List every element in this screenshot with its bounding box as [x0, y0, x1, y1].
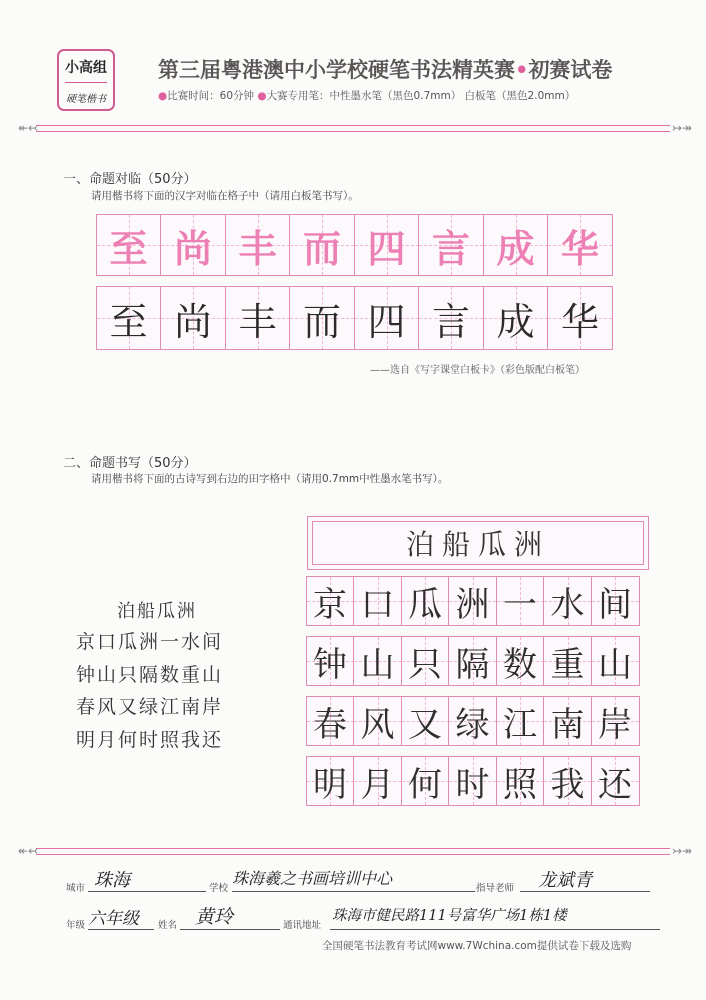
cell-character: 华	[560, 299, 599, 344]
cell-character: 一	[503, 584, 537, 625]
cell-character: 又	[408, 704, 442, 745]
tianzige-cell	[448, 756, 497, 806]
cell-character: 数	[503, 644, 537, 685]
cell-character: 京	[313, 584, 347, 625]
title-suffix: 初赛试卷	[528, 58, 613, 82]
page-title	[158, 54, 612, 84]
section1-instruction: 请用楷书将下面的汉字对临在格子中（请用白板笔书写）。	[91, 190, 359, 202]
cell-character: 月	[360, 764, 395, 805]
tianzige-cell	[354, 214, 420, 276]
poem-grid-row	[307, 696, 640, 746]
header-divider-band	[36, 125, 670, 132]
tianzige-cell	[483, 286, 549, 350]
address-label: 通讯地址	[283, 920, 322, 931]
poem-grid-row	[307, 576, 640, 626]
tianzige-cell	[418, 286, 484, 350]
tianzige-cell	[543, 756, 592, 806]
written-char-grid	[97, 286, 613, 350]
cell-character: 言	[431, 225, 470, 271]
school-value: 珠海羲之书画培训中心	[232, 869, 393, 888]
name-value: 黄玲	[195, 906, 234, 928]
tianzige-cell	[306, 696, 355, 746]
city-underline	[88, 891, 206, 892]
footer-text: 全国硬笔书法教育考试网www.7Wchina.com提供试卷下载及选购	[322, 940, 632, 952]
cell-character: 而	[302, 225, 341, 271]
cell-character: 春	[313, 704, 347, 745]
cell-character: 照	[503, 764, 537, 805]
bullet-icon: ●	[158, 90, 168, 102]
title-main: 第三届粤港澳中小学校硬笔书法精英赛	[158, 58, 515, 82]
cell-character: 我	[550, 764, 585, 805]
tianzige-cell	[496, 636, 545, 686]
poem-line: 春风又绿江南岸	[76, 696, 224, 718]
cell-character: 江	[503, 704, 537, 745]
cell-character: 瓜	[408, 584, 442, 625]
tianzige-cell	[418, 214, 484, 276]
cell-character: 成	[496, 299, 535, 344]
tianzige-cell	[225, 214, 291, 276]
tianzige-cell	[543, 696, 592, 746]
tianzige-cell	[496, 756, 545, 806]
cell-character: 隔	[455, 644, 490, 685]
cell-character: 洲	[455, 584, 490, 625]
scroll-ornament-icon: ↞↢	[18, 121, 39, 135]
cell-character: 时	[455, 764, 490, 805]
cell-character: 尚	[173, 225, 212, 271]
poem-line: 钟山只隔数重山	[76, 664, 224, 686]
pen-info: 大赛专用笔：中性墨水笔（黑色0.7mm） 白板笔（黑色2.0mm）	[266, 90, 576, 102]
tianzige-cell	[591, 576, 640, 626]
model-char-grid	[97, 214, 613, 276]
cell-character: 至	[109, 299, 148, 344]
address-value: 珠海市健民路111号富华广场1栋1楼	[332, 908, 567, 924]
tianzige-cell	[448, 636, 497, 686]
name-underline	[180, 929, 280, 930]
tianzige-cell	[306, 756, 355, 806]
poem-char-grid	[307, 576, 640, 816]
group-badge	[57, 49, 115, 111]
scroll-ornament-icon: ↞↢	[18, 844, 39, 858]
city-value: 珠海	[94, 870, 130, 891]
school-label: 学校	[209, 883, 229, 894]
poem-line: 明月何时照我还	[76, 729, 224, 751]
tianzige-cell	[547, 286, 613, 350]
cell-character: 何	[408, 764, 442, 805]
teacher-label: 指导老师	[476, 883, 515, 894]
school-underline	[232, 891, 475, 892]
cell-character: 四	[367, 299, 406, 344]
poem-title-box	[307, 516, 649, 570]
address-underline	[330, 929, 660, 930]
grade-underline	[88, 929, 154, 930]
tianzige-cell	[353, 696, 402, 746]
cell-character: 丰	[238, 299, 277, 344]
cell-character: 丰	[238, 225, 277, 271]
tianzige-cell	[401, 696, 450, 746]
cell-character: 钟	[313, 644, 347, 685]
tianzige-cell	[401, 756, 450, 806]
cell-character: 口	[360, 584, 395, 625]
style-label: 硬笔楷书	[66, 94, 106, 105]
tianzige-cell	[496, 576, 545, 626]
tianzige-cell	[160, 286, 226, 350]
cell-character: 南	[550, 704, 585, 745]
tianzige-cell	[496, 696, 545, 746]
cell-character: 岸	[598, 704, 632, 745]
poem-grid-row	[307, 636, 640, 686]
tianzige-cell	[591, 696, 640, 746]
city-label: 城市	[66, 883, 86, 894]
section2-title: 二、命题书写（50分）	[63, 456, 197, 471]
section1-title: 一、命题对临（50分）	[63, 172, 197, 187]
name-label: 姓名	[158, 920, 178, 931]
tianzige-cell	[306, 636, 355, 686]
tianzige-cell	[289, 286, 355, 350]
cell-character: 华	[560, 225, 599, 271]
tianzige-cell	[289, 214, 355, 276]
exam-info	[158, 88, 575, 103]
tianzige-cell	[448, 696, 497, 746]
cell-character: 间	[598, 584, 632, 625]
cell-character: 至	[109, 225, 148, 271]
tianzige-cell	[353, 636, 402, 686]
cell-character: 成	[496, 225, 535, 271]
tianzige-cell	[306, 576, 355, 626]
tianzige-cell	[547, 214, 613, 276]
cell-character: 还	[598, 764, 632, 805]
scroll-ornament-icon: ↣↠	[672, 121, 693, 135]
cell-character: 水	[550, 584, 585, 625]
poem-grid-row	[307, 756, 640, 806]
grade-label: 年级	[66, 920, 86, 931]
tianzige-cell	[591, 636, 640, 686]
scroll-ornament-icon: ↣↠	[672, 844, 693, 858]
grade-value: 六年级	[88, 909, 139, 929]
tianzige-cell	[354, 286, 420, 350]
tianzige-cell	[483, 214, 549, 276]
poem-line: 京口瓜洲一水间	[76, 631, 224, 653]
tianzige-cell	[448, 576, 497, 626]
group-label: 小高组	[65, 60, 107, 76]
badge-divider	[65, 82, 107, 83]
section2-instruction: 请用楷书将下面的古诗写到右边的田字格中（请用0.7mm中性墨水笔书写）。	[91, 473, 449, 485]
footer-divider-band	[36, 848, 670, 855]
bullet-icon: ●	[257, 90, 267, 102]
cell-character: 山	[360, 644, 395, 685]
tianzige-cell	[353, 756, 402, 806]
cell-character: 明	[313, 764, 347, 805]
cell-character: 重	[550, 644, 585, 685]
cell-character: 绿	[455, 704, 490, 745]
tianzige-cell	[401, 636, 450, 686]
tianzige-cell	[353, 576, 402, 626]
cell-character: 而	[302, 299, 341, 344]
cell-character: 风	[360, 704, 395, 745]
tianzige-cell	[543, 576, 592, 626]
tianzige-cell	[225, 286, 291, 350]
tianzige-cell	[96, 286, 162, 350]
tianzige-cell	[543, 636, 592, 686]
poem-title: 泊船瓜洲	[117, 601, 197, 622]
title-dot-icon: •	[515, 58, 529, 82]
cell-character: 只	[408, 644, 442, 685]
tianzige-cell	[591, 756, 640, 806]
teacher-underline	[520, 891, 650, 892]
source-note: ——选自《写字课堂白板卡》（彩色版配白板笔）	[370, 365, 585, 376]
time-info: 比赛时间：60分钟	[167, 90, 255, 102]
tianzige-cell	[96, 214, 162, 276]
cell-character: 山	[598, 644, 632, 685]
teacher-value: 龙斌青	[538, 870, 592, 891]
cell-character: 尚	[173, 299, 212, 344]
tianzige-cell	[160, 214, 226, 276]
cell-character: 四	[367, 225, 406, 271]
tianzige-cell	[401, 576, 450, 626]
written-poem-title: 泊船瓜洲	[405, 528, 550, 561]
cell-character: 言	[431, 299, 470, 344]
